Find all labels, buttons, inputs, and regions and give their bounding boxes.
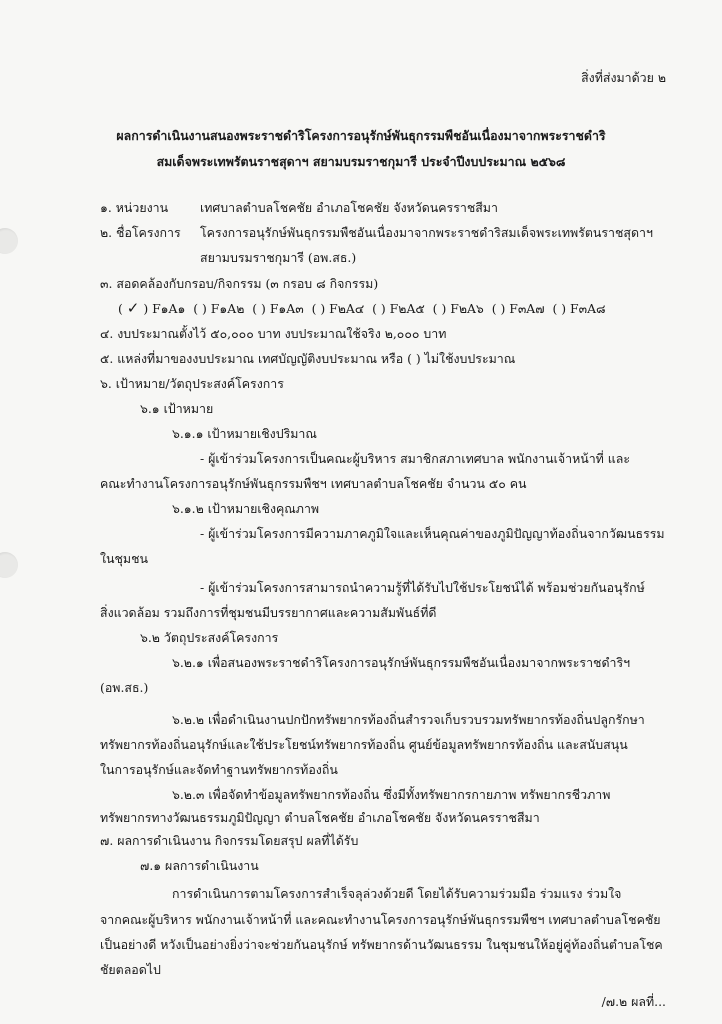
frame-f3a8: ( ) F๓A๘	[552, 301, 606, 316]
frame-f2a6: ( ) F๒A๖	[432, 301, 484, 316]
para-6-1-2-a: - ผู้เข้าร่วมโครงการมีความภาคภูมิใจและเห็นคุณค่าของภูมิปัญญาท้องถิ่นจากวัฒนธรรม	[200, 526, 665, 541]
item-5: ๕. แหล่งที่มาของงบประมาณ เทศบัญญัติงบประมาณ หรือ ( ) ไม่ใช้งบประมาณ	[100, 351, 516, 366]
frame-f3a7: ( ) F๓A๗	[491, 301, 545, 316]
punch-hole	[0, 228, 18, 254]
para-7-1-c: เป็นอย่างดี หวังเป็นอย่างยิ่งว่าจะช่วยกันอนุรักษ์ ทรัพยากรด้านวัฒนธรรม ในชุมชนให้อยู่คู่ท้องถิ่นตำบลโชค	[100, 937, 663, 952]
section-6-2-1: ๖.๒.๑ เพื่อสนองพระราชดำริโครงการอนุรักษ์พันธุกรรมพืชอันเนื่องมาจากพระราชดำริฯ	[172, 655, 631, 670]
item-6: ๖. เป้าหมาย/วัตถุประสงค์โครงการ	[100, 376, 284, 391]
frame-checklist	[118, 300, 606, 317]
frame-f1a1: ( ✓ ) F๑A๑	[118, 299, 186, 317]
para-7-1-d: ชัยตลอดไป	[100, 962, 161, 977]
punch-hole	[0, 552, 18, 578]
section-6-1-1: ๖.๑.๑ เป้าหมายเชิงปริมาณ	[172, 426, 317, 441]
para-6-1-2-b-cont: สิ่งแวดล้อม รวมถึงการที่ชุมชนมีบรรยากาศและความสัมพันธ์ที่ดี	[100, 605, 437, 620]
item-3: ๓. สอดคล้องกับกรอบ/กิจกรรม (๓ กรอบ ๘ กิจกรรม)	[100, 276, 379, 291]
section-6-2-1-cont: (อพ.สธ.)	[100, 680, 149, 695]
title-line-1: ผลการดำเนินงานสนองพระราชดำริโครงการอนุรักษ์พันธุกรรมพืชอันเนื่องมาจากพระราชดำริ	[116, 128, 606, 143]
para-7-1-b: จากคณะผู้บริหาร พนักงานเจ้าหน้าที่ และคณะทำงานโครงการอนุรักษ์พันธุกรรมพืชฯ เทศบาลตำบลโชคชัย	[100, 912, 661, 927]
title-line-2: สมเด็จพระเทพรัตนราชสุดาฯ สยามบรมราชกุมารี ประจำปีงบประมาณ ๒๕๖๘	[156, 154, 566, 169]
item-2-label: ๒. ชื่อโครงการ	[100, 225, 181, 240]
section-6-1-2: ๖.๑.๒ เป้าหมายเชิงคุณภาพ	[172, 501, 320, 516]
item-1-label: ๑. หน่วยงาน	[100, 200, 169, 215]
section-6-2-2: ๖.๒.๒ เพื่อดำเนินงานปกปักทรัพยากรท้องถิ่นสำรวจเก็บรวบรวมทรัพยากรท้องถิ่นปลูกรักษา	[172, 712, 645, 727]
item-4: ๔. งบประมาณตั้งไว้ ๕๐,๐๐๐ บาท งบประมาณใช้จริง ๒,๐๐๐ บาท	[100, 326, 447, 341]
frame-f2a5: ( ) F๒A๕	[372, 301, 425, 316]
para-6-1-2-b: - ผู้เข้าร่วมโครงการสามารถนำความรู้ที่ได้รับไปใช้ประโยชน์ได้ พร้อมช่วยกันอนุรักษ์	[200, 580, 645, 595]
item-2-value: โครงการอนุรักษ์พันธุกรรมพืชอันเนื่องมาจากพระราชดำริสมเด็จพระเทพรัตนราชสุดาฯ	[200, 225, 653, 240]
section-7-1: ๗.๑ ผลการดำเนินงาน	[140, 858, 259, 873]
section-6-2: ๖.๒ วัตถุประสงค์โครงการ	[140, 630, 279, 645]
section-6-2-3: ๖.๒.๓ เพื่อจัดทำข้อมูลทรัพยากรท้องถิ่น ซึ่งมีทั้งทรัพยากรกายภาพ ทรัพยากรชีวภาพ	[172, 787, 611, 802]
frame-f1a2: ( ) F๑A๒	[193, 301, 245, 316]
para-6-1-2-a-cont: ในชุมชน	[100, 551, 148, 566]
frame-f2a4: ( ) F๒A๔	[311, 301, 365, 316]
section-6-2-3-cont: ทรัพยากรทางวัฒนธรรมภูมิปัญญา ตำบลโชคชัย อำเภอโชคชัย จังหวัดนครราชสีมา	[100, 810, 540, 825]
item-7: ๗. ผลการดำเนินงาน กิจกรรมโดยสรุป ผลที่ได้รับ	[100, 833, 359, 848]
section-6-2-2-cont2: ในการอนุรักษ์และจัดทำฐานทรัพยากรท้องถิ่น	[100, 762, 338, 777]
continuation-marker: /๗.๒ ผลที่...	[601, 994, 666, 1009]
check-icon: ✓	[126, 299, 140, 317]
frame-f1a3: ( ) F๑A๓	[252, 301, 304, 316]
para-6-1-1-a: - ผู้เข้าร่วมโครงการเป็นคณะผู้บริหาร สมาชิกสภาเทศบาล พนักงานเจ้าหน้าที่ และ	[200, 451, 631, 466]
para-6-1-1-b: คณะทำงานโครงการอนุรักษ์พันธุกรรมพืชฯ เทศบาลตำบลโชคชัย จำนวน ๕๐ คน	[100, 476, 527, 491]
section-6-2-2-cont: ทรัพยากรท้องถิ่นอนุรักษ์และใช้ประโยชน์ทรัพยากรท้องถิ่น ศูนย์ข้อมูลทรัพยากรท้องถิ่น และสนับสนุน	[100, 737, 628, 752]
para-7-1-a: การดำเนินการตามโครงการสำเร็จลุล่วงด้วยดี โดยได้รับความร่วมมือ ร่วมแรง ร่วมใจ	[172, 886, 622, 901]
item-1-value: เทศบาลตำบลโชคชัย อำเภอโชคชัย จังหวัดนครราชสีมา	[200, 200, 498, 215]
attachment-label: สิ่งที่ส่งมาด้วย ๒	[581, 70, 666, 85]
item-2-value-cont: สยามบรมราชกุมารี (อพ.สธ.)	[200, 250, 357, 265]
section-6-1: ๖.๑ เป้าหมาย	[140, 401, 214, 416]
